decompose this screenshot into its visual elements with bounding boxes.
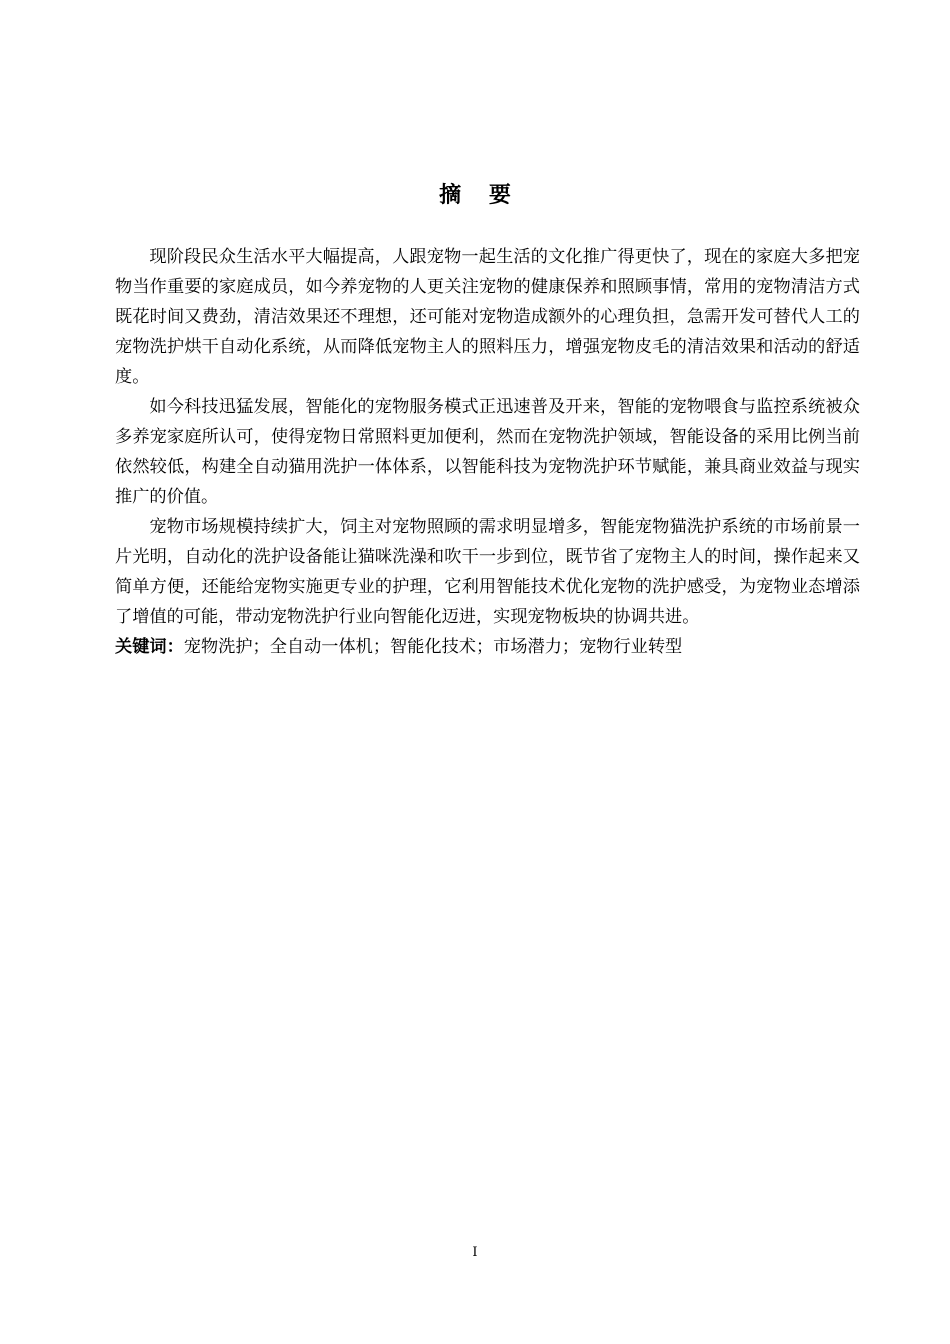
keywords-line [115, 632, 860, 662]
abstract-paragraph-3: 宠物市场规模持续扩大，饲主对宠物照顾的需求明显增多，智能宠物猫洗护系统的市场前景一片光明，自动化的洗护设备能让猫咪洗澡和吹干一步到位，既节省了宠物主人的时间，操作起来又简单方便，还能给宠物实施更专业的护理，它利用智能技术优化宠物的洗护感受，为宠物业态增添了增值的可能，带动宠物洗护行业向智能化迈进，实现宠物板块的协调共进。 [115, 517, 860, 627]
abstract-paragraph-2: 如今科技迅猛发展，智能化的宠物服务模式正迅速普及开来，智能的宠物喂食与监控系统被众多养宠家庭所认可，使得宠物日常照料更加便利，然而在宠物洗护领域，智能设备的采用比例当前依然较低，构建全自动猫用洗护一体体系，以智能科技为宠物洗护环节赋能，兼具商业效益与现实推广的价值。 [115, 397, 860, 507]
abstract-body [115, 242, 860, 662]
abstract-paragraph-1: 现阶段民众生活水平大幅提高，人跟宠物一起生活的文化推广得更快了，现在的家庭大多把宠物当作重要的家庭成员，如今养宠物的人更关注宠物的健康保养和照顾事情，常用的宠物清洁方式既花时间又费劲，清洁效果还不理想，还可能对宠物造成额外的心理负担，急需开发可替代人工的宠物洗护烘干自动化系统，从而降低宠物主人的照料压力，增强宠物皮毛的清洁效果和活动的舒适度。 [115, 247, 860, 387]
keywords-text: 宠物洗护；全自动一体机；智能化技术；市场潜力；宠物行业转型 [183, 637, 683, 657]
keywords-label: 关键词： [115, 637, 184, 657]
abstract-title: 摘 要 [439, 183, 521, 208]
page-number: I [472, 1245, 478, 1260]
